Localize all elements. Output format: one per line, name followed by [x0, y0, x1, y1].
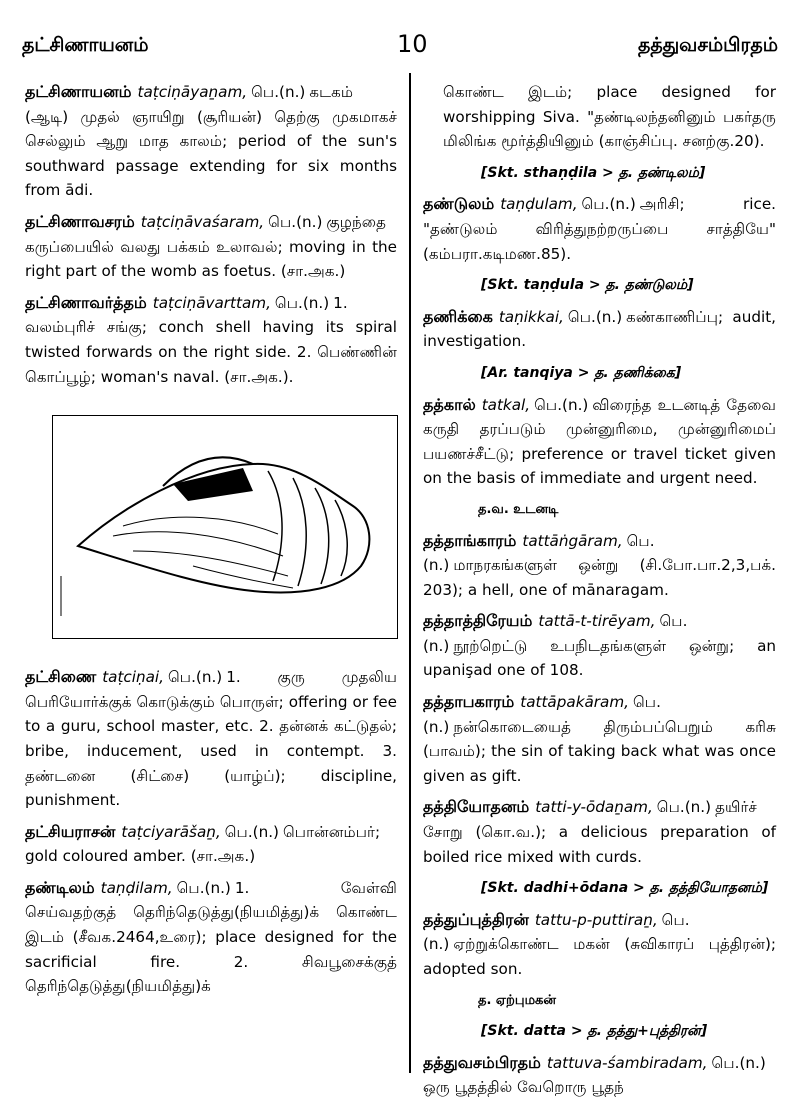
entry-part-of-speech: பெ.(n.) — [167, 668, 223, 687]
entry-definition: ஏற்றுக்கொண்ட மகன் (சுவிகாரப் புத்திரன்); adopted son. — [423, 935, 776, 978]
dictionary-entry — [25, 210, 397, 284]
dictionary-entry — [25, 876, 397, 999]
etymology-note: [Skt. dadhi+ōdana > த. தத்தியோதனம்] — [481, 880, 769, 897]
entry-part-of-speech: பெ.(n.) — [176, 878, 231, 897]
entry-part-of-speech: பெ.(n.) — [274, 293, 330, 312]
entry-headword: தத்தாபகாரம் — [423, 692, 515, 712]
entry-definition: குழந்தை கருப்பையில் வலது பக்கம் உலாவல்; moving in the right part of the womb as foetus. (சா.அக.) — [25, 212, 397, 281]
dictionary-entry — [25, 665, 397, 813]
entry-transliteration: taṭciyarāšaṉ, — [121, 822, 221, 841]
equivalent-note: த. ஏற்புமகன் — [478, 992, 556, 1008]
entry-part-of-speech: பெ.(n.) — [423, 612, 688, 655]
entry-transliteration: tattā-t-tirēyam, — [538, 612, 656, 631]
conch-shell-icon — [53, 416, 397, 638]
right-entries-a — [423, 192, 776, 266]
etymology-note: [Skt. datta > த. தத்து+புத்திரன்] — [481, 1023, 708, 1040]
entry-part-of-speech: பெ.(n.) — [567, 307, 623, 326]
entry-headword: தட்சிணை — [25, 667, 97, 687]
entry-headword: தணிக்கை — [423, 306, 493, 326]
dictionary-entry — [423, 529, 776, 603]
entry-definition: கண்காணிப்பு; audit, investigation. — [423, 307, 776, 351]
dictionary-entry — [423, 1051, 776, 1100]
entry-transliteration: tatkal, — [481, 395, 531, 414]
right-entries-d — [423, 529, 776, 870]
entry-definition: பொன்னம்பர்; gold coloured amber. (சா.அக.) — [25, 822, 381, 866]
page-number: 10 — [397, 30, 428, 58]
dictionary-entry — [25, 80, 397, 203]
entry-part-of-speech: பெ.(n.) — [423, 531, 655, 575]
entry-transliteration: tattu-p-puttiraṉ, — [534, 910, 658, 929]
entry-transliteration: taṇḍilam, — [100, 878, 173, 897]
entry-headword: தண்டுலம் — [423, 194, 495, 214]
right-entries-b — [423, 305, 776, 354]
entry-transliteration: tattāpakāram, — [520, 693, 629, 712]
entry-transliteration: taṇḍulam, — [500, 195, 578, 214]
conch-shell-figure — [52, 415, 398, 639]
running-head-left: தட்சிணாயனம் — [22, 34, 149, 56]
right-entries-f — [423, 1051, 776, 1100]
entry-transliteration: tattāṅgāram, — [522, 531, 623, 550]
equivalent-note: த.வ. உடனடி — [478, 501, 559, 517]
left-entries-top — [25, 80, 397, 389]
entry-headword: தத்துவசம்பிரதம் — [423, 1052, 541, 1072]
entry-definition: மாநரகங்களுள் ஒன்று (சி.போ.பா.2,3,பக். 203); a hell, one of mānaragam. — [423, 556, 776, 599]
left-column — [25, 80, 397, 1006]
entry-definition: நன்கொடையைத் திரும்பப்பெறும் கரிசு (பாவம்); the sin of taking back what was once given as gift. — [423, 717, 776, 785]
entry-part-of-speech: பெ.(n.) — [581, 195, 636, 214]
entry-headword: தத்கால் — [423, 394, 476, 414]
entry-part-of-speech: பெ.(n.) — [534, 395, 589, 414]
entry-headword: தத்துப்புத்திரன் — [423, 909, 529, 929]
entry-part-of-speech: பெ.(n.) — [656, 798, 712, 817]
entry-headword: தத்தியோதனம் — [423, 797, 530, 817]
dictionary-entry — [423, 908, 776, 982]
entry-transliteration: taṇikkai, — [498, 307, 564, 326]
dictionary-entry — [423, 795, 776, 869]
entry-definition: 1. வேள்வி செய்வதற்குத் தெரிந்தெடுத்து(நியமித்து)க் கொண்ட இடம் (சீவக.2464,உரை); place designed for the sacrificial fire. 2. சிவபூசைக்குத் தெரிந்தெடுத்து(நியமித்து)க் — [25, 878, 397, 996]
column-divider — [409, 73, 411, 1073]
entry-definition: அரிசி; rice. "தண்டுலம் விரித்துநற்றருப்பை சாத்தியே" (கம்பரா.கடிமண.85). — [423, 195, 776, 263]
entry-part-of-speech: பெ.(n.) — [268, 212, 323, 231]
entry-headword: தட்சிணாயனம் — [25, 82, 132, 101]
entry-transliteration: taṭciṇai, — [102, 668, 164, 687]
dictionary-entry — [423, 609, 776, 683]
right-entries-e — [423, 908, 776, 982]
entry-definition: பெ.(n.) ஒரு பூதத்தில் வேறொரு பூதந் — [423, 1053, 766, 1097]
entry-headword: தட்சிணாவர்த்தம் — [25, 292, 147, 312]
right-entries-c — [423, 393, 776, 491]
entry-definition: 1. வலம்புரிச் சங்கு; conch shell having its spiral twisted forwards on the right side. 2. பெண்ணின் கொப்பூழ்; woman's naval. (சா.அக.). — [25, 293, 397, 386]
left-entries-bottom — [25, 665, 397, 999]
entry-definition: கடகம் (ஆடி) முதல் ஞாயிறு (சூரியன்) தெற்கு முகமாகச் செல்லும் ஆறு மாத காலம்; period of the sun's southward passage extending for six months from ādi. — [25, 83, 397, 200]
entry-transliteration: taṭciṇāyaṉam, — [137, 83, 248, 101]
entry-headword: தட்சியராசன் — [25, 821, 116, 841]
entry-definition: 1. குரு முதலிய பெரியோர்க்குக் கொடுக்கும் பொருள்; offering or fee to a guru, school master, etc. 2. தன்னக் கட்டுதல்; bribe, inducement, used in contempt. 3. தண்டனை (சிட்சை) (யாழ்ப்); discipline, punishment. — [25, 668, 397, 810]
entry-headword: தண்டிலம் — [25, 877, 95, 897]
entry-transliteration: tattuva-śambiradam, — [546, 1053, 708, 1072]
entry-part-of-speech: பெ.(n.) — [224, 822, 279, 841]
entry-transliteration: tatti-y-ōdaṉam, — [535, 798, 653, 817]
dictionary-entry — [25, 291, 397, 389]
entry-headword: தட்சிணாவசரம் — [25, 211, 135, 231]
etymology-note: [Skt. sthaṇḍila > த. தண்டிலம்] — [481, 164, 706, 181]
etymology-note: [Ar. tanqiya > த. தணிக்கை] — [481, 364, 682, 381]
entry-transliteration: taṭciṇāvaśaram, — [140, 212, 265, 231]
entry-part-of-speech: பெ.(n.) — [251, 83, 306, 101]
running-head-right: தத்துவசம்பிரதம் — [637, 34, 778, 56]
dictionary-entry — [423, 305, 776, 354]
entry-definition: விரைந்த உடனடித் தேவை கருதி தரப்படும் முன்னுரிமை, முன்னுரிமைப் பயணச்சீட்டு; preference or travel ticket given on the basis of immediate and urgent need. — [423, 395, 776, 488]
entry-headword: தத்தாங்காரம் — [423, 530, 517, 550]
entry-definition: தயிர்ச் சோறு (கொ.வ.); a delicious preparation of boiled rice mixed with curds. — [423, 798, 776, 866]
dictionary-entry — [423, 690, 776, 788]
dictionary-entry — [25, 820, 397, 869]
entry-definition: நூற்றெட்டு உபநிடதங்களுள் ஒன்று; an upanişad one of 108. — [423, 636, 776, 680]
etymology-note: [Skt. taṇḍula > த. தண்டுலம்] — [481, 277, 694, 294]
entry-transliteration: taṭciṇāvarttam, — [152, 293, 271, 312]
entry-part-of-speech: பெ.(n.) — [423, 693, 661, 736]
continued-entry-text: கொண்ட இடம்; place designed for worshipping Siva. "தண்டிலந்தனினும் பகர்தரு மிலிங்க மூர்த்தியினும் (காஞ்சிப்பு. சனற்கு.20). — [443, 83, 776, 151]
dictionary-entry — [423, 192, 776, 266]
dictionary-entry — [423, 393, 776, 491]
page-header — [22, 30, 778, 70]
right-column — [423, 80, 776, 1107]
entry-part-of-speech: பெ.(n.) — [423, 910, 690, 954]
entry-headword: தத்தாத்திரேயம் — [423, 611, 533, 631]
